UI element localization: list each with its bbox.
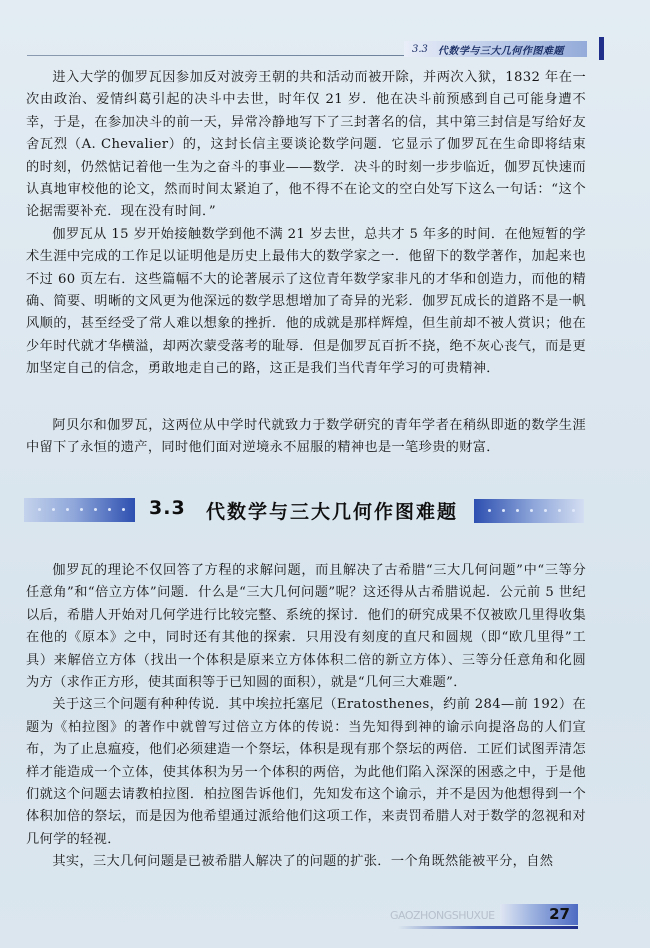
text-block-abel-galois: [26, 415, 586, 460]
page-number: 27: [549, 905, 570, 923]
paragraph: 阿贝尔和伽罗瓦，这两位从中学时代就致力于数学研究的青年学者在稍纵即逝的数学生涯中留下了永恒的遗产，同时他们面对逆境永不屈服的精神也是一笔珍贵的财富．: [26, 418, 586, 456]
header-label-box: [404, 41, 587, 57]
section-title: 代数学与三大几何作图难题: [206, 501, 459, 523]
heading-decor-bar-right: [474, 499, 584, 523]
header-section-number: 3.3: [412, 43, 428, 55]
footer-underline: [398, 926, 578, 929]
dots-decoration: [488, 509, 575, 512]
running-header: [27, 34, 587, 56]
text-block-galois: [26, 67, 586, 381]
header-end-bar: [599, 37, 604, 60]
header-section-title: 代数学与三大几何作图难题: [437, 45, 564, 57]
page-number-box: [500, 904, 578, 925]
paragraph: 关于这三个问题有种种传说．其中埃拉托塞尼（Eratosthenes，约前 284—前 192）在题为《柏拉图》的著作中就曾写过倍立方体的传说：当先知得到神的谕示向提洛岛的人们宣布，为了止息瘟疫，他们必须建造一个祭坛，体积是现有那个祭坛的两倍．工匠们试图弄清怎样才能造成一个立体，使其体积为另一个体积的两倍，为此他们陷入深深的困惑之中，于是他们就这个问题去请教柏拉图．柏拉图告诉他们，先知发布这个谕示，并不是因为他想得到一个体积加倍的祭坛，而是因为他希望通过派给他们这项工作，来责罚希腊人对于数学的忽视和对几何学的轻视．: [26, 697, 586, 847]
paragraph: 其实，三大几何问题是已被希腊人解决了的问题的扩张．一个角既然能被平分，自然: [52, 854, 554, 870]
section-number: 3.3: [149, 497, 186, 519]
page-footer: [390, 904, 580, 929]
footer-brand: GAOZHONGSHUXUE: [390, 909, 495, 922]
paragraph: 伽罗瓦从 15 岁开始接触数学到他不满 21 岁去世，总共才 5 年多的时间．在他短暂的学术生涯中完成的工作足以证明他是历史上最伟大的数学家之一．他留下的数学著作，加起来也不过 60 页左右．这些篇幅不大的论著展示了这位青年数学家非凡的才华和创造力，而他的精确、简要、明晰的文风更为他深远的数学思想增加了奇异的光彩．伽罗瓦成长的道路不是一帆风顺的，甚至经受了常人难以想象的挫折．他的成就是那样辉煌，但生前却不被人赏识；他在少年时代就才华横溢，却两次蒙受落考的耻辱．但是伽罗瓦百折不挠，绝不灰心丧气，而是更加坚定自己的信念，勇敢地走自己的路，这正是我们当代青年学习的可贵精神．: [26, 226, 586, 377]
text-block-three-problems: [26, 560, 586, 874]
heading-decor-bar-left: [24, 498, 135, 522]
dots-decoration: [38, 508, 125, 511]
section-heading: [24, 497, 584, 527]
paragraph: 伽罗瓦的理论不仅回答了方程的求解问题，而且解决了古希腊“三大几何问题”中“三等分任意角”和“倍立方体”问题．什么是“三大几何问题”呢？这还得从古希腊说起．公元前 5 世纪以后，希腊人开始对几何学进行比较完整、系统的探讨．他们的研究成果不仅被欧几里得收集在他的《原本》之中，同时还有其他的探索．只用没有刻度的直尺和圆规（即“欧几里得”工具）来解倍立方体（找出一个体积是原来立方体体积二倍的新立方体）、三等分任意角和化圆为方（求作正方形，使其面积等于已知圆的面积），就是“几何三大难题”．: [26, 563, 586, 691]
header-rule: [27, 55, 407, 56]
paragraph: 进入大学的伽罗瓦因参加反对波旁王朝的共和活动而被开除，并两次入狱，1832 年在一次由政治、爱情纠葛引起的决斗中去世，时年仅 21 岁．他在决斗前预感到自己可能身遭不幸，于是，在参加决斗的前一天，异常冷静地写下了三封著名的信，其中第三封信是写给好友舍瓦烈（A. Chevalier）的，这封长信主要谈论数学问题．它显示了伽罗瓦在生命即将结束的时刻，仍然惦记着他一生为之奋斗的事业——数学．决斗的时刻一步步临近，伽罗瓦快速而认真地审校他的论文，然而时间太紧迫了，他不得不在论文的空白处写下这么一句话：“这个论据需要补充．现在没有时间．”: [26, 70, 586, 220]
